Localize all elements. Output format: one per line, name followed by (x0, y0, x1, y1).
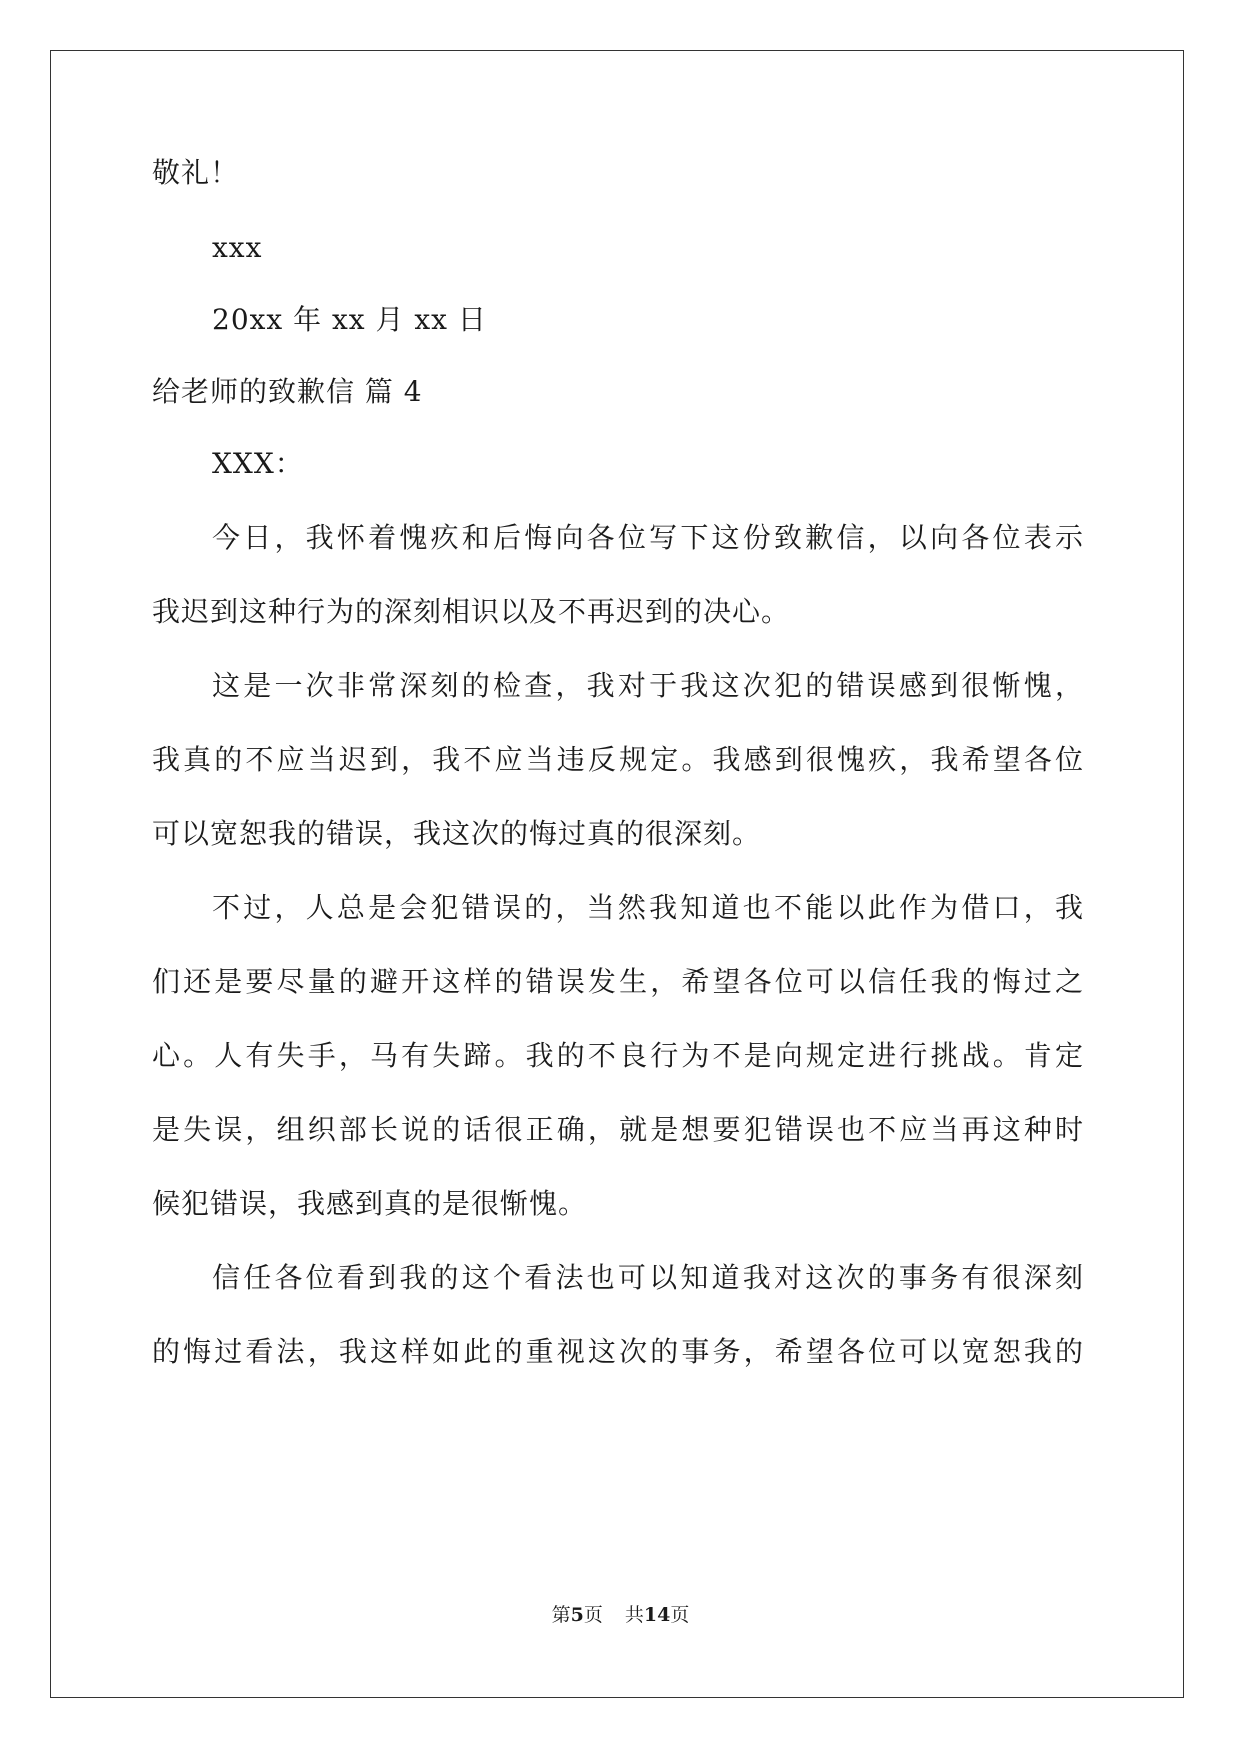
paragraph-line: 心。人有失手，马有失蹄。我的不良行为不是向规定进行挑战。肯定 (152, 1039, 1084, 1072)
page-total: 14 (643, 1604, 671, 1626)
paragraph-line: 我迟到这种行为的深刻相识以及不再迟到的决心。 (152, 595, 791, 628)
total-prefix: 共 (624, 1604, 644, 1626)
paragraph-line: 我真的不应当迟到，我不应当违反规定。我感到很愧疚，我希望各位 (152, 743, 1084, 776)
page-suffix: 页 (583, 1604, 603, 1626)
total-suffix: 页 (670, 1604, 690, 1626)
page-prefix: 第 (551, 1604, 571, 1626)
addressee: XXX： (212, 447, 304, 480)
paragraph-line: 候犯错误，我感到真的是很惭愧。 (152, 1187, 588, 1220)
page-current: 5 (570, 1604, 584, 1626)
section-heading: 给老师的致歉信 篇 4 (152, 375, 423, 408)
closing-salutation: 敬礼！ (152, 156, 240, 189)
paragraph-line: 是失误，组织部长说的话很正确，就是想要犯错误也不应当再这种时 (152, 1113, 1084, 1146)
page-border (50, 50, 1184, 1698)
signature-name: xxx (212, 231, 263, 264)
paragraph-line: 的悔过看法，我这样如此的重视这次的事务，希望各位可以宽恕我的 (152, 1335, 1084, 1368)
paragraph-line: 们还是要尽量的避开这样的错误发生，希望各位可以信任我的悔过之 (152, 965, 1084, 998)
paragraph-line: 可以宽恕我的错误，我这次的悔过真的很深刻。 (152, 817, 762, 850)
paragraph-line: 不过，人总是会犯错误的，当然我知道也不能以此作为借口，我 (212, 891, 1084, 924)
page-footer (0, 1602, 1241, 1628)
paragraph-line: 信任各位看到我的这个看法也可以知道我对这次的事务有很深刻 (212, 1261, 1084, 1294)
signature-date: 20xx 年 xx 月 xx 日 (212, 303, 487, 336)
paragraph-line: 今日，我怀着愧疚和后悔向各位写下这份致歉信，以向各位表示 (212, 521, 1084, 554)
paragraph-line: 这是一次非常深刻的检查，我对于我这次犯的错误感到很惭愧， (212, 669, 1084, 702)
